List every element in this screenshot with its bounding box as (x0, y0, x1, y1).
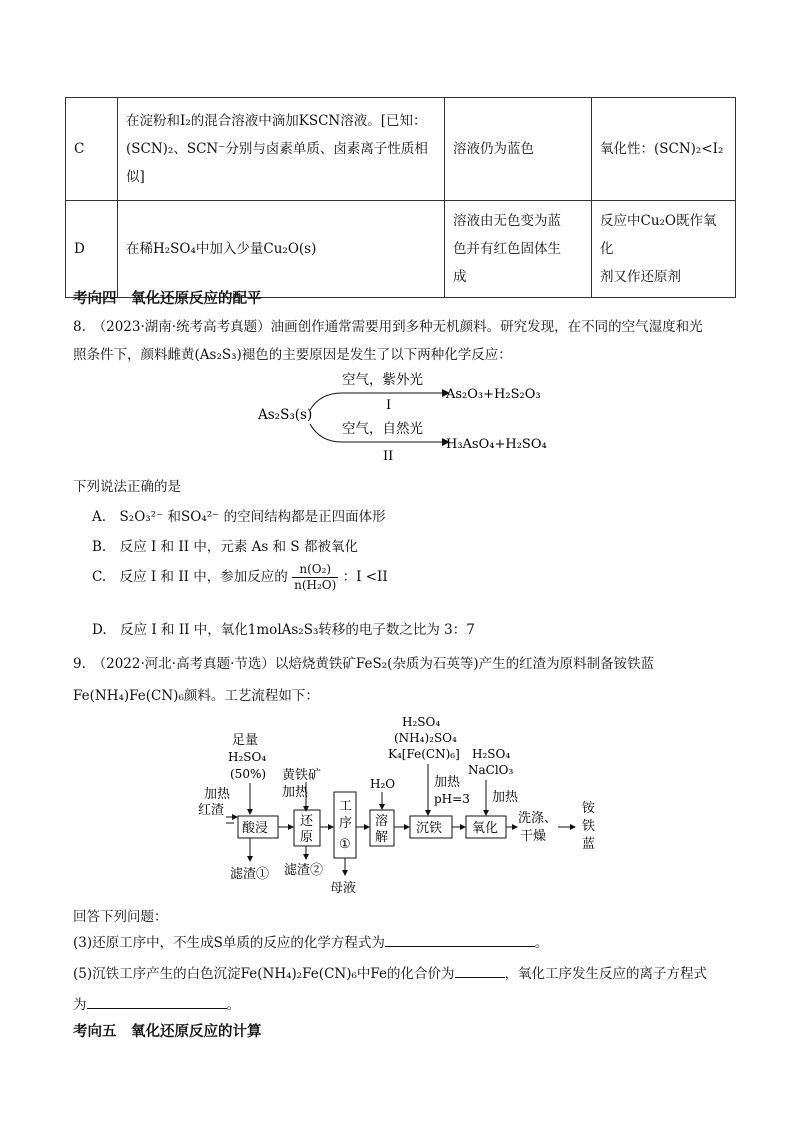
option-d: D. 反应 I 和 II 中，氧化1molAs₂S₃转移的电子数之比为 3：7 (92, 622, 475, 638)
option-c-suffix: ：I <II (342, 569, 388, 585)
reduce-label: 还 (300, 814, 314, 829)
operation-cell (118, 201, 445, 298)
acid-leach-label: 酸浸 (242, 821, 269, 836)
water-label: H₂O (370, 777, 396, 791)
reaction-scheme (250, 362, 570, 470)
oxid-heat: 加热 (492, 790, 519, 805)
product-label: 铁 (582, 819, 596, 834)
wash-dry-label: 洗涤、 (518, 811, 558, 826)
product-label: 铵 (582, 801, 596, 816)
option-letter: D (66, 201, 118, 298)
conclusion-cell (592, 98, 736, 201)
phenomenon-line: 溶液由无色变为蓝 (453, 213, 561, 229)
precip-reagent: H₂SO₄ (402, 715, 441, 729)
lower-label: II (383, 449, 394, 464)
upper-arrow (310, 393, 442, 410)
precip-reagent: K₄[Fe(CN)₆] (388, 747, 460, 761)
residue-2: 滤渣② (284, 863, 324, 878)
phenomenon-line: 成 (453, 269, 467, 285)
sub-question-3 (73, 931, 548, 951)
question-stem: 9. （2022·河北·高考真题·节选）以焙烧黄铁矿FeS₂(杂质为石英等)产生的红渣为原料制备铵铁蓝 (73, 656, 655, 672)
precip-reagent: (NH₄)₂SO₄ (394, 731, 457, 745)
period: 。 (534, 935, 549, 951)
dissolve-label: 溶 (375, 814, 389, 829)
phenomenon-cell (445, 98, 592, 201)
acid-reagent: H₂SO₄ (228, 750, 267, 764)
conclusion-line: 剂又作还原剂 (600, 269, 681, 285)
table-row (66, 98, 736, 201)
operation-line: 似] (126, 169, 145, 185)
option-c-prefix: C. 反应 I 和 II 中，参加反应的 (92, 569, 288, 585)
option-b: B. 反应 I 和 II 中，元素 As 和 S 都被氧化 (92, 539, 358, 555)
start-label-char: 红渣 (198, 803, 225, 818)
operation-line: 在稀H₂SO₄中加入少量Cu₂O(s) (126, 241, 317, 257)
question-stem: 8. （2023·湖南·统考高考真题）油画创作通常需要用到多种无机颜料。研究发现，在不同的空气湿度和光 (73, 319, 703, 335)
oxid-reagent: H₂SO₄ (472, 747, 511, 761)
operation-line: 在淀粉和I₂的混合溶液中滴加KSCN溶液。[已知： (126, 113, 427, 129)
sub-question-5-text: (5)沉铁工序产生的白色沉淀Fe(NH₄)₂Fe(CN)₆中Fe的化合价为 (73, 966, 455, 982)
question-stem: 照条件下，颜料雌黄(As₂S₃)褪色的主要原因是发生了以下两种化学反应： (73, 347, 512, 363)
precip-condition: 加热 (434, 775, 461, 790)
answer-blank[interactable] (455, 963, 505, 978)
lower-condition: 空气，自然光 (342, 421, 423, 437)
residue-1: 滤渣① (230, 867, 270, 882)
operation-cell (118, 98, 445, 201)
phenomenon-cell (445, 201, 592, 298)
question-prompt: 回答下列问题： (73, 909, 168, 925)
options-table (65, 97, 736, 298)
step1-label: ① (339, 837, 351, 852)
conclusion-line: 反应中Cu₂O既作氧化 (600, 213, 717, 257)
sub-question-5-text: ，氧化工序发生反应的离子方程式 (504, 966, 708, 982)
acid-reagent: 足量 (232, 733, 259, 748)
sub-question-3-text: (3)还原工序中，不生成S单质的反应的化学方程式为 (73, 935, 385, 951)
conclusion-cell (592, 201, 736, 298)
precipitation-label: 沉铁 (416, 821, 443, 836)
product-label: 蓝 (582, 837, 596, 852)
conclusion-line: 氧化性：(SCN)₂<I₂ (600, 141, 724, 157)
table-row (66, 201, 736, 298)
option-c (92, 562, 388, 593)
pyrite-label: 黄铁矿 (282, 768, 322, 783)
scheme-reactant: As₂S₃(s) (258, 407, 313, 423)
question-prompt: 下列说法正确的是 (73, 479, 181, 495)
sub-question-5 (73, 962, 707, 982)
question-stem: Fe(NH₄)Fe(CN)₆颜料。工艺流程如下： (73, 688, 319, 704)
upper-condition: 空气，紫外光 (342, 372, 423, 388)
phenomenon-line: 溶液仍为蓝色 (453, 141, 534, 157)
acid-reagent: (50%) (230, 767, 267, 781)
phenomenon-line: 色并有红色固体生 (453, 241, 561, 257)
mole-ratio-fraction (292, 562, 338, 593)
oxid-reagent: NaClO₃ (468, 763, 514, 777)
operation-line: (SCN)₂、SCN⁻分别与卤素单质、卤素离子性质相 (126, 141, 428, 157)
upper-label: I (386, 398, 392, 413)
step1-label: 工 (339, 799, 353, 814)
section-heading: 考向四 氧化还原反应的配平 (73, 291, 262, 307)
dissolve-label: 解 (375, 830, 389, 845)
precip-condition: pH=3 (434, 792, 470, 806)
lower-product: H₃AsO₄+H₂SO₄ (446, 437, 547, 452)
acid-heat: 加热 (204, 787, 231, 802)
wash-dry-label: 干燥 (520, 829, 547, 844)
step1-label: 序 (339, 816, 353, 831)
option-a: A. S₂O₃²⁻ 和SO₄²⁻ 的空间结构都是正四面体形 (92, 509, 386, 525)
upper-product: As₂O₃+H₂S₂O₃ (446, 387, 541, 402)
pyrite-heat: 加热 (282, 785, 309, 800)
oxidation-label: 氧化 (472, 821, 499, 836)
sub-question-5-text: 为 (73, 997, 87, 1013)
reduce-label: 原 (300, 830, 314, 845)
section-heading: 考向五 氧化还原反应的计算 (73, 1024, 262, 1040)
mother-liquor: 母液 (330, 881, 357, 896)
answer-blank[interactable] (87, 994, 227, 1009)
fraction-numerator: n(O₂) (292, 562, 338, 578)
fraction-denominator: n(H₂O) (294, 578, 337, 592)
process-flow-diagram (190, 712, 620, 902)
option-letter: C (66, 98, 118, 201)
sub-question-5-continued (73, 993, 240, 1013)
answer-blank[interactable] (385, 932, 535, 947)
period: 。 (226, 997, 240, 1013)
